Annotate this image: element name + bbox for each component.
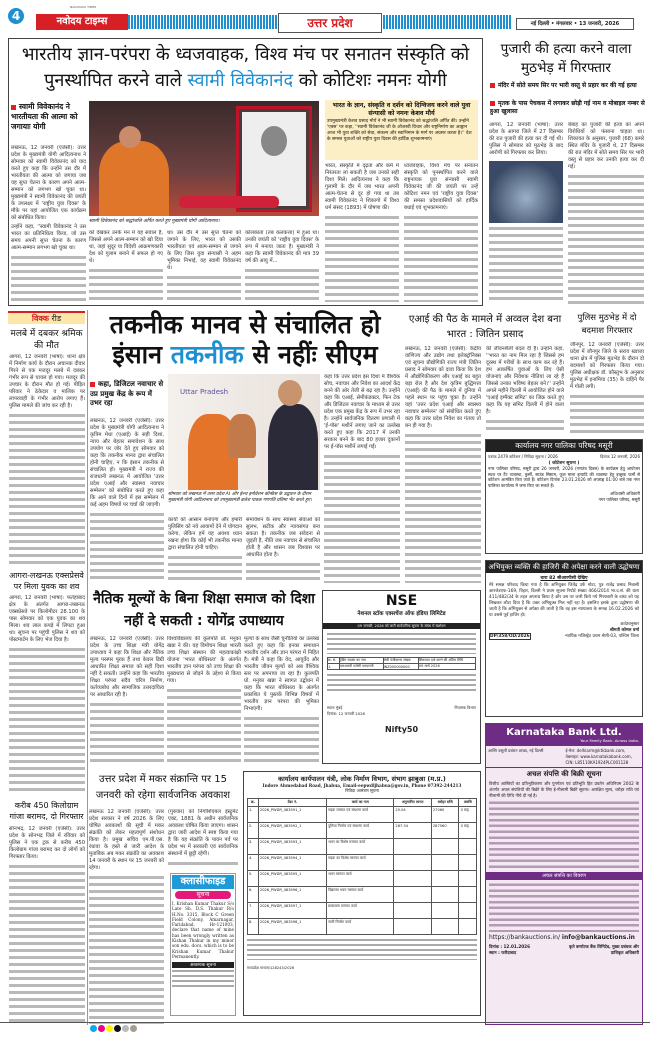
- tender-row: [248, 855, 477, 871]
- tender-cell: [394, 871, 431, 887]
- tender-cell: 2026_PWDR_483592_1: [258, 823, 326, 839]
- tender-address: Indore Ahmedabad Road, Jhabua, Email-eepwdljhabua@gov.in, Phone 07392-244213: [262, 783, 462, 788]
- tender-cell: [431, 887, 459, 903]
- tender-cell: [459, 855, 477, 871]
- tender-header-cell: कार्य का नाम: [327, 799, 394, 807]
- tender-cell: [394, 855, 431, 871]
- auction-url-link[interactable]: https://bankauctions.in/: [489, 934, 560, 942]
- story3-body: सोनभद्र, 12 जनवरी (एजेंसी): उत्तर प्रदेश के सोनभद्र जिले में रविवार को पुलिस ने एक ट्रक से करीब 450 किलोग्राम गांजा बरामद कर दो लोगों को गिरफ्तार किया।: [9, 826, 85, 1024]
- bank-branch: आस्ति वसूली प्रबंधन शाखा, नई दिल्ली: [488, 748, 544, 753]
- quote-body: उपमुख्यमंत्री केशव प्रसाद मौर्य ने भी स्वामी विवेकानंद को श्रद्धांजलि अर्पित की। उन्होंने 'एक्स' पर कहा, ''स्वामी विवेकानंद जी के ओजस्वी विचार और राष्ट्रनिर्माण का आह्वान आज भी युवा शक्ति को सेवा, संकल्प और स्वाभिमान के मार्ग पर अग्रसर करता है।'' देश के समस्त युवाओं को राष्ट्रीय युवा दिवस की हार्दिक शुभकामनाएं।: [327, 119, 472, 142]
- tender-ref: मध्यप्रदेश माध्यम/128243/2026: [247, 966, 295, 970]
- holiday-col-a: लखनऊ 12 जनवरी (एजेंसी): उत्तर प्रदेश सरकार ने वर्ष 2026 के लिए घोषित अवकाशों की सूची में मकर संक्रांति को लेकर महत्वपूर्ण संशोधन किया है। प्रमुख सचिव एम.पी.एस. रंधावा के हस्ते से जारी आदेश के मुताबिक अब मकर संक्रांति का अवकाश 14 जनवरी के स्थान पर 15 जनवरी को रहेगा।: [89, 809, 164, 1024]
- registration-marks: [90, 1025, 137, 1032]
- tender-cell: 2026_PWDR_483594_1: [258, 855, 326, 871]
- cm-col-c: कहा कि उत्तर प्रदेश इस दिशा में वैश्विक सोच, नवाचार और निवेश का आदर्श केंद्र बनने की ओर तेजी से बढ़ रहा है। उन्होंने कहा कि एआई, सेमीकंडक्टर, फिन टेक और डिजिटल नवाचार के माध्यम से उत्तर प्रदेश एक प्रमुख केंद्र के रूप में उभर रहा है। उन्होंने सार्वजनिक वितरण प्रणाली में 'ई-पॉस' मशीनें लगाए जाने का उल्लेख करते हुए कहा कि 2017 में उनकी सरकार बनने के बाद 80 हजार दुकानों पर ई-पॉस मशीनें लगाई गईं।: [324, 374, 400, 583]
- proclamation-officer: श्रीमती कोमल वर्मा: [609, 628, 639, 633]
- tender-cell: 2.: [248, 823, 259, 839]
- page-number: 4: [8, 8, 24, 24]
- tender-cell: 2026_PWDR_483591_1: [258, 807, 326, 823]
- tender-cell: 6.: [248, 887, 259, 903]
- top-story-body-left: लखनऊ, 12 जनवरी (एजेंसी): उत्तर प्रदेश के मुख्यमंत्री योगी आदित्यनाथ ने सोमवार को स्वामी विवेकानंद को याद करते हुए कहा कि उन्होंने उस दौर में भारतीयता की आत्मा को जगाया जब यह सुप्त चेतना के कारण अपने आत्म-सम्मान को लगभग खो चुका था। मुख्यमंत्री ने स्वामी विवेकानंद की जयंती के उपलक्ष्य में 'राष्ट्रीय युवा दिवस' के मौके पर यहां आयोजित एक कार्यक्रम को संबोधित किया। उन्होंने कहा, ''स्वामी विवेकानंद ने उस भारत का प्रतिनिधित्व किया, जो उस समय अपनी सुप्त चेतना के कारण आत्म-सम्मान लगभग खो चुका था।: [11, 145, 86, 302]
- cm-col-b: समावेशन के साथ स्वास्थ्य सेवाओं को सुलभ, सटीक और न्यायसंगत बना सकता है। तकनीक जब संवेदना से जुड़ती है, नीति जब नवाचार से संचालित होती है और शासन जब विश्वास पर आधारित होता है।: [246, 517, 320, 583]
- tender-cell: [431, 919, 459, 935]
- story3-headline: करीब 450 किलोग्राम गांजा बरामद, दो गिरफ्तार: [9, 801, 84, 821]
- tender-cell: 4.: [248, 855, 259, 871]
- tender-cell: 8.: [248, 919, 259, 935]
- bank-property-title: अचल संपत्ति का विवरण: [486, 872, 642, 880]
- tender-cell: 3 माह: [459, 823, 477, 839]
- story2-body: आगरा, 12 जनवरी (भाषा): फतेहाबाद क्षेत्र के अंतर्गत आगरा-लखनऊ एक्सप्रेसवे पर किलोमीटर 28.100 के पास सोमवार को एक युवक का शव मिला। शव लाल कपड़े में लिपटा हुआ था। सूचना पर पहुंची पुलिस ने शव को पोस्टमार्टम के लिए भेज दिया है।: [9, 595, 85, 795]
- tender-cell: पुलिया निर्माण एवं संधारण कार्य: [327, 823, 394, 839]
- tender-header-cell: अनुमानित लागत: [394, 799, 431, 807]
- tender-cell: छात्रावास मरम्मत कार्य: [327, 903, 394, 919]
- classified-box: [170, 873, 236, 1016]
- education-col-a: लखनऊ, 12 जनवरी (एजेंसी): उत्तर प्रदेश के उच्च शिक्षा मंत्री योगेंद्र उपाध्याय ने कहा कि शिक्षा और नैतिक मूल्य परस्पर पूरक हैं तथा केवल डिग्री आधारित शिक्षा समाज को सही दिशा नहीं दे सकती। उन्होंने कहा कि भारतीय शिक्षा परंपरा सदैव चरित्र निर्माण, कर्तव्यबोध और सामाजिक उत्तरदायित्व पर आधारित रही है।: [90, 636, 164, 764]
- proclamation-court: न्यायिक मजिस्ट्रेट प्रथम श्रेणी-03, पश्चिम जिला: [565, 634, 639, 639]
- ai-story-body-1: लखनऊ, 12 जनवरी (एजेंसी): केंद्रीय वाणिज्य और उद्योग तथा इलेक्ट्रॉनिक्स एवं सूचना प्रौद्योगिकी राज्य मंत्री जितिन प्रसाद ने सोमवार को दावा किया कि देश में औद्योगिकीकरण और एआई का बहुत बड़ा रोल है और देश कृत्रिम बुद्धिमत्ता (एआई) की पैठ के मामले में दुनिया में पहले स्थान पर पहुंच चुका है। उन्होंने यहां 'उत्तर प्रदेश एआई और स्वास्थ्य नवाचार सम्मेलन' को संबोधित करते हुए कहा कि उत्तर प्रदेश निवेश का गंतव्य तो बन ही गया है।: [405, 346, 481, 583]
- handcuffs-photo: [489, 161, 563, 223]
- bank-contact: ई-मेल: delhiarm@ktkbank.com, वेबसाइट: www.karnatakabank.com, CIN: L85110KA1924PLC001128: [565, 748, 632, 765]
- karnataka-bank-tagline: Your Family Bank. Across India.: [580, 738, 639, 743]
- top-story-col-c: कोलकाता (तब कलकत्ता) में हुआ था। उनकी जयंती को 'राष्ट्रीय युवा दिवस' के रूप में मनाया जाता है। मुख्यमंत्री ने कहा कि स्वामी विवेकानंद की मात्र 39 वर्ष की आयु में...: [245, 230, 319, 302]
- cm-ganesha-photo: [168, 374, 320, 490]
- tender-cell: [459, 839, 477, 855]
- tender-cell: [394, 919, 431, 935]
- priest-story-body-2: बेबाह का पुजारी की हत्या का अपने विरोधियों को फंसाना चाहता था। शिकायत के अनुसार, पुजारी (68) कमरे स्थित मंदिर के पुजारी थे, 27 दिसम्बर की रात मंदिर में सोते समय सिर पर भारी वस्तु से प्रहार कर उनकी हत्या कर दी गई।: [568, 122, 644, 304]
- tender-cell: 25.04: [394, 807, 431, 823]
- nse-sign: नियामक विभाग: [454, 705, 476, 710]
- tender-cell: विद्यालय भवन मरम्मत कार्य: [327, 887, 394, 903]
- nse-ad: [322, 590, 481, 764]
- nse-place: स्थानः मुंबई: [327, 705, 343, 710]
- tender-cell: 287560: [431, 823, 459, 839]
- tender-cell: 5.: [248, 871, 259, 887]
- tender-cell: नाली निर्माण कार्य: [327, 919, 394, 935]
- priest-story-headline: पुजारी की हत्या करने वाला मुठभेड़ में गिरफ्तार: [500, 41, 632, 76]
- tender-cell: 3 माह: [459, 807, 477, 823]
- tender-cell: 3.: [248, 839, 259, 855]
- tender-cell: [394, 903, 431, 919]
- quick-read-tag: विक्क रीड: [8, 311, 85, 324]
- story2-headline: आगरा-लखनऊ एक्सप्रेसवे पर मिला युवक का शव: [9, 571, 84, 591]
- mussoorie-body: नगर पालिका परिषद, मसूरी द्वारा 26 जनवरी, 2026 (गणतंत्र दिवस) के कार्यक्रम हेतु आयोजन स्थल पर टैंट व्यवस्था, कुर्सी, साउंड सिस्टम, फूल माला इत्यादि की व्यवस्था हेतु इच्छुक फर्मों से कोटेशन आमंत्रित किए जाते हैं। कोटेशन दिनांक 23.01.2026 को अपराह्न 01:00 बजे तक नगर पालिका कार्यालय में जमा किए जा सकते हैं।: [488, 466, 640, 488]
- top-story-col-e: ध्वजवाहक, विश्व मंच पर सनातन संस्कृति को पुनर्स्थापित करने वाले राष्ट्रनायक युवा संन्यासी स्वामी विवेकानंद जी की जयंती पर उन्हें कोटिशः नमन एवं 'राष्ट्रीय युवा दिवस' की समस्त प्रदेशवासियों को हार्दिक बधाई एवं शुभकामनाएं।: [404, 163, 478, 302]
- masthead: नवोदय टाइम्स: [36, 14, 128, 30]
- nifty50-logo: Nifty50: [384, 725, 419, 734]
- top-story-col-d: भारत, संस्कृति में दृढ़ता और कर्म में निरंतरता ला सकती है जब उनको सही दिशा मिले। आदित्यनाथ ने कहा कि गुलामी के दौर में जब भारत अपनी आत्म-चेतना से दूर हो गया था तब स्वामी विवेकानंद ने शिकागो में विश्व धर्म संसद (1893) में घोषणा की।: [325, 163, 399, 302]
- mussoorie-title: कार्यालय नगर पालिका परिषद मसूरी: [486, 440, 642, 452]
- police-story-headline: पुलिस मुठभेड़ में दो बदमाश गिरफ्तार: [577, 313, 637, 336]
- mussoorie-signatory: अधिशासी अधिकारी: [610, 491, 640, 497]
- mussoorie-notice: [485, 439, 643, 554]
- tender-subtitle: निविदा आमंत्रण सूचना: [345, 788, 379, 793]
- tender-cell: 2026_PWDR_483596_1: [258, 887, 326, 903]
- tender-table: [247, 798, 477, 935]
- education-col-c: मूल्यों के साथ जैसी चुनौतियों का उल्लेख करते हुए कहा कि इनका समाधान भारतीय दर्शन और ज्ञान परंपरा में निहित है। मंत्री ने कहा कि वेद, आयुर्वेद और भारतीय जीवन मूल्यों को अब वैश्विक स्तर पर अपनाया जा रहा है। कुलपति प्रो. मनुका खन्ना ने स्वागत उद्बोधन में कहा कि भारत बोधिसत्व के अंतर्गत प्रकाशित ये पुस्तकें विभिन्न विषयों में भारतीय ज्ञान परंपरा की भूमिका निभाएंगी।: [244, 636, 319, 764]
- top-story-subhead: स्वामी विवेकानंद ने भारतीयता की आत्मा को जगायाः योगी: [11, 102, 87, 132]
- nse-notice-bar: 09 जनवरी, 2026 को जारी सार्वजनिक सूचना के संबंध में संशोधन: [323, 623, 480, 629]
- classified-title: क्लासीफाइड: [172, 875, 234, 889]
- mussoorie-subtitle: ( कोटेशन सूचना ): [548, 461, 580, 466]
- tender-header-cell: धरोहर राशि: [431, 799, 459, 807]
- tender-row: [248, 903, 477, 919]
- tender-cell: 7.: [248, 903, 259, 919]
- holiday-col-b: (गुरुवार) को निगोशिएबल इंस्ट्रूमेंट एक्ट, 1881 के अधीन सार्वजनिक अवकाश घोषित किया जाएगा। शासन द्वारा जारी आदेश में स्पष्ट किया गया है कि यह संक्रांति के पावन पर्व पर प्रदेश भर में सरकारी एवं सार्वजनिक संस्थानों में छुट्टी रहेगी।: [168, 809, 238, 869]
- tender-title: कार्यालय कार्यपालन यंत्री, लोक निर्माण विभाग, संभाग झाबुआ (म.प्र.): [278, 775, 446, 783]
- tender-row: [248, 887, 477, 903]
- nse-name: नेशनल स्टॉक एक्सचेंज ऑफ इंडिया लिमिटेड: [357, 611, 446, 617]
- photo-banner-text: Uttar Pradesh: [180, 388, 229, 396]
- proclamation-body: मेरे समक्ष परिवाद किया गया है कि अभियुक्त जितेंद्र उर्फ मोटा, पुत्र राजेंद्र प्रसाद निवासी आरजेडएफ-169, विहार, दिल्ली ने प्रथम सूचना रिपोर्ट संख्या 466/2014 भा.द.सं. की धारा 411/482/34 के तहत अपराध किया है और उस पर जारी किये गये गिरफ्तारी के वारंट को यह लिखकर लौटा दिया है कि उक्त अभियुक्त मिल नहीं रहा है। इसलिए इसके द्वारा उद्घोषणा की जाती है कि अभियुक्त से अपेक्षा की जाती है कि वह इस न्यायालय के समक्ष 16.02.2026 को या उससे पूर्व हाजिर हो।: [489, 583, 639, 618]
- tender-row: [248, 839, 477, 855]
- ai-story-headline: एआई की पैठ के मामले में अव्वल देश बना भारत : जितिन प्रसाद: [408, 314, 562, 340]
- tender-cell: [431, 903, 459, 919]
- cm-story-subhead: कहा, डिजिटल नवाचार से उप्र प्रमुख केंद्र के रूप में उभर रहा: [90, 380, 164, 407]
- top-story-col-a: को देखकर उनके मन में यह सवाल है, जिससे अपने आत्म-सम्मान को खो दिया था, जहां सुदूर या विदेशी आक्रमणकारी देश को गुलाम बनाने में सफल हो गए थे।: [89, 230, 163, 302]
- tender-cell: 287.34: [394, 823, 431, 839]
- proclamation-ref: DP/358/OD/2026: [490, 634, 530, 639]
- proclamation-notice: [485, 560, 643, 717]
- mussoorie-ref: पत्रांक 2479 कोटेशन / निविदा सूचना / 2026: [488, 454, 558, 459]
- tender-header-cell: क्र.: [248, 799, 259, 807]
- police-story-body: जौनपुर, 12 जनवरी (एजेंसी): उत्तर प्रदेश में जौनपुर जिले के सराय ख्वाजा थाना क्षेत्र में पुलिस मुठभेड़ के दौरान दो बदमाशों को गिरफ्तार किया गया। पुलिस अधीक्षक डॉ. कौस्तुभ के अनुसार मुठभेड़ में इनामिया (35) के दाहिने पैर में गोली लगी।: [570, 342, 644, 434]
- karnataka-bank-name: Karnataka Bank Ltd.: [506, 727, 622, 738]
- nse-date: दिनांक: 12 जनवरी 2026: [327, 711, 365, 716]
- proclamation-signatory: आदेशानुसार: [620, 622, 639, 627]
- dateline: नई दिल्ली • मंगलवार • 13 जनवरी, 2026: [516, 18, 634, 30]
- section-title: उत्तर प्रदेश: [278, 13, 382, 33]
- bank-place: स्थान : फरीदाबाद: [489, 950, 517, 956]
- tender-cell: [431, 855, 459, 871]
- tender-cell: [459, 871, 477, 887]
- tender-header-cell: अवधि: [459, 799, 477, 807]
- tender-cell: भवन का विशेष मरम्मत कार्य: [327, 839, 394, 855]
- tender-row: [248, 871, 477, 887]
- bank-notice-title: अचल संपत्ति की बिक्री सूचना: [526, 770, 602, 778]
- tender-cell: 27060: [431, 807, 459, 823]
- tender-cell: [394, 887, 431, 903]
- nse-logo: NSE: [385, 593, 418, 609]
- cm-story-body: लखनऊ, 12 जनवरी (एजेंसी): उत्तर प्रदेश के मुख्यमंत्री योगी आदित्यनाथ ने कृत्रिम मेधा (एआई) के सही दिशा, न्याय और बेहतर समावेशन के साथ उपयोग पर जोर देते हुए सोमवार को कहा कि तकनीक मानव द्वारा संचालित होनी चाहिए, न कि इंसान तकनीक से संचालित हो। मुख्यमंत्री ने राज्य की राजधानी लखनऊ में आयोजित 'उत्तर प्रदेश एआई और स्वास्थ्य नवाचार सम्मेलन' को संबोधित करते हुए कहा कि आने वाले दिनों में इस सम्मेलन में कई अहम विषयों पर चर्चा की जाएगी।: [90, 418, 164, 583]
- karnataka-bank-ad: [485, 723, 643, 1025]
- cm-col-a: कार्यों को आसान बनाएगा और हमारी पुलिसिंग को नये आयामों देने में योगदान करेगा, लेकिन हमें यह अवश्य ध्यान रखना होगा कि कोई भी तकनीक मानव द्वारा संचालित होनी चाहिए।: [168, 517, 242, 583]
- proclamation-title: अभियुक्त व्यक्ति की हाजिरी की अपेक्षा करने वाली उद्घोषणा: [486, 561, 642, 573]
- cm-photo-caption: सोमवार को लखनऊ में उत्तर प्रदेश AI और हेल्थ इनोवेशन कॉन्फ्रेंस के उद्घाटन के दौरान मुख्यमंत्री योगी आदित्यनाथ को उपमुख्यमंत्री ब्रजेश पाठक गणपति प्रतिमा भेंट करते हुए।: [168, 492, 312, 503]
- pwd-tender: [243, 771, 481, 1016]
- tender-cell: [459, 903, 477, 919]
- top-photo-caption: स्वामी विवेकानंद को श्रद्धांजलि अर्पित करते हुए मुख्यमंत्री योगी आदित्यनाथ।: [89, 219, 220, 224]
- story1-headline: मलबे में दबकर श्रमिक की मौत: [10, 329, 83, 351]
- masthead-small: NAVODAYA TIMES: [70, 5, 97, 9]
- tender-row: [248, 823, 477, 839]
- tender-cell: [459, 919, 477, 935]
- bank-sign: कृते कर्णाटक बैंक लिमिटेड, मुख्य प्रबंधक और प्राधिकृत अधिकारी: [568, 944, 639, 956]
- tender-cell: 2026_PWDR_483598_1: [258, 919, 326, 935]
- mussoorie-date: दिनांक 12 जनवरी, 2026: [600, 454, 640, 459]
- tender-header-cell: टेंडर नं.: [258, 799, 326, 807]
- tender-cell: सड़क मरम्मत एवं संधारण कार्य: [327, 807, 394, 823]
- priest-bullet-2: मृतक के पास पेचकस में लगाकर छोड़ी गई नाम व मोबाइल नम्बर से हुआ खुलासा: [490, 100, 645, 115]
- bank-notice-body: वित्तीय आस्तियों का प्रतिभूतिकरण और पुनर्गठन एवं प्रतिभूति हित प्रवर्तन अधिनियम 2002 के अंतर्गत अचल संपत्तियों की बिक्री के लिए ई-नीलामी बिक्री सूचना। आरक्षित मूल्य, धरोहर राशि एवं नीलामी की तिथि नीचे दी गई है।: [489, 781, 639, 798]
- tender-cell: 1.: [248, 807, 259, 823]
- classified-subtitle: आवश्यक सूचना: [172, 962, 234, 968]
- tender-row: [248, 807, 477, 823]
- bank-date: दिनांक : 12.01.2026: [489, 944, 531, 950]
- vivekananda-tribute-photo: [89, 101, 319, 216]
- nse-table: क्र. सं. ट्रेडिंग सदस्य का नाम सेबी पंजीकरण संख्या शिकायत दर्ज करने की अंतिम तिथि 1. एलआरवी एजेंसी एलएलपी INZ000000000 09 मार्च 2026: [327, 657, 476, 670]
- auction-email-link[interactable]: info@bankauctions.in: [561, 934, 635, 942]
- top-story-col-b: था। उस दौर में उस सुप्त चेतना को जगाने के लिए, भारत को उसकी भारतीयता एवं आत्म-सम्मान से जगाने के लिए जिस युवा संन्यासी ने अहम भूमिका निभाई, वह स्वामी विवेकानंद थे।: [167, 230, 241, 302]
- proclamation-section: धारा 82 सीआरपीसी देखिए: [540, 576, 588, 581]
- tender-cell: भवन मरम्मत कार्य: [327, 871, 394, 887]
- tender-cell: सड़क का विशेष मरम्मत कार्य: [327, 855, 394, 871]
- ai-story-body-2: की जीवनशैली बदल दी है। उन्होंने कहा, ''भारत का नाम मिल रहा है जिससे हम दूरस्थ में गरीबों के साथ काम कर रहे हैं। हम आकर्षित युवाओं के लिए ऐसी योजनाएं और निवेशक नीतियां ला रहे हैं जिससे उनका भविष्य बेहतर बने।'' उन्होंने अगले महीने दिल्ली में आयोजित होने वाले 'एआई इम्पैक्ट समिट' का जिक्र करते हुए कहा कि यह समिट दिल्ली में होने वाला है।: [486, 346, 564, 434]
- education-story-headline: नैतिक मूल्यों के बिना शिक्षा समाज को दिशा नहीं दे सकती : योगेंद्र उपाध्याय: [93, 591, 315, 629]
- priest-bullet-1: मंदिर में सोते समय सिर पर भारी वस्तु से प्रहार कर की गई हत्या: [490, 82, 645, 90]
- classified-section: सूचना: [175, 891, 231, 899]
- tender-cell: [431, 871, 459, 887]
- tender-cell: [431, 839, 459, 855]
- tender-cell: 2026_PWDR_483593_1: [258, 839, 326, 855]
- priest-story-body-1: आगरा, 12 जनवरी (भाषा): उत्तर प्रदेश के आगरा जिले में 27 दिसम्बर की रात पुजारी की हत्या कर दी गई थी। पुलिस ने सोमवार को मुठभेड़ के बाद आरोपी को गिरफ्तार कर लिया।: [489, 122, 563, 304]
- mussoorie-signatory-org: नगर पालिका परिषद, मसूरी: [598, 497, 640, 503]
- tender-cell: [394, 839, 431, 855]
- top-story-headline: भारतीय ज्ञान-परंपरा के ध्वजवाहक, विश्व मंच पर सनातन संस्कृति को पुनर्स्थापित करने वाले स्वामी विवेकानंद को कोटिशः नमनः योगी: [21, 44, 470, 91]
- tender-cell: 2026_PWDR_483595_1: [258, 871, 326, 887]
- classified-notice: I, Krishan Kumar Thakur S/o Late Sh. D.S. Thakur R/o H.No. 3315, Block C Green Field Colony, Amarnagar, Faridabad, Hr-121003, declare that name of mine has been wrongly written as Kishan Thakur in my minor son edu. docs. which is to be Krishan Kumar Thakur Permanently.: [172, 901, 234, 959]
- tender-row: [248, 919, 477, 935]
- tender-cell: [459, 887, 477, 903]
- quote-box: [325, 100, 478, 160]
- quote-title: भारत के ज्ञान, संस्कृति व दर्शन को दिग्विजय करने वाले युवा संन्यासी को नमनः केशव मौर्य: [332, 102, 471, 117]
- story1-body: आगरा, 12 जनवरी (भाषा): थाना क्षेत्र में निर्माण कार्य के दौरान अचानक दीवार गिरने से एक मजदूर मलबे में दबकर गंभीर रूप से घायल हो गया। मजदूर की उपचार के दौरान मौत हो गई। पीड़ित परिवार ने ठेकेदार व मालिक पर लापरवाही के गंभीर आरोप लगाए हैं। पुलिस मामले की जांच कर रही है।: [9, 354, 85, 566]
- education-col-b: विश्वविद्यालय की कुलपति प्रो. मनुका खन्ना ने की। यह विमोचन शिक्षा भारती उच्च शिक्षा संस्थान की महत्वाकांक्षी योजना 'भारत बोधिसत्व' के अंतर्गत भारतीय ज्ञान परंपरा को उच्च शिक्षा की मुख्यधारा से जोड़ने के उद्देश्य से किया गया।: [167, 636, 241, 764]
- cm-story-headline: तकनीक मानव से संचालित हो इंसान तकनीक से नहींः सीएम: [109, 310, 381, 369]
- tender-cell: 2026_PWDR_483597_1: [258, 903, 326, 919]
- holiday-story-headline: उत्तर प्रदेश में मकर संक्रान्ति पर 15 जनवरी को रहेगा सार्वजनिक अवकाश: [95, 774, 231, 801]
